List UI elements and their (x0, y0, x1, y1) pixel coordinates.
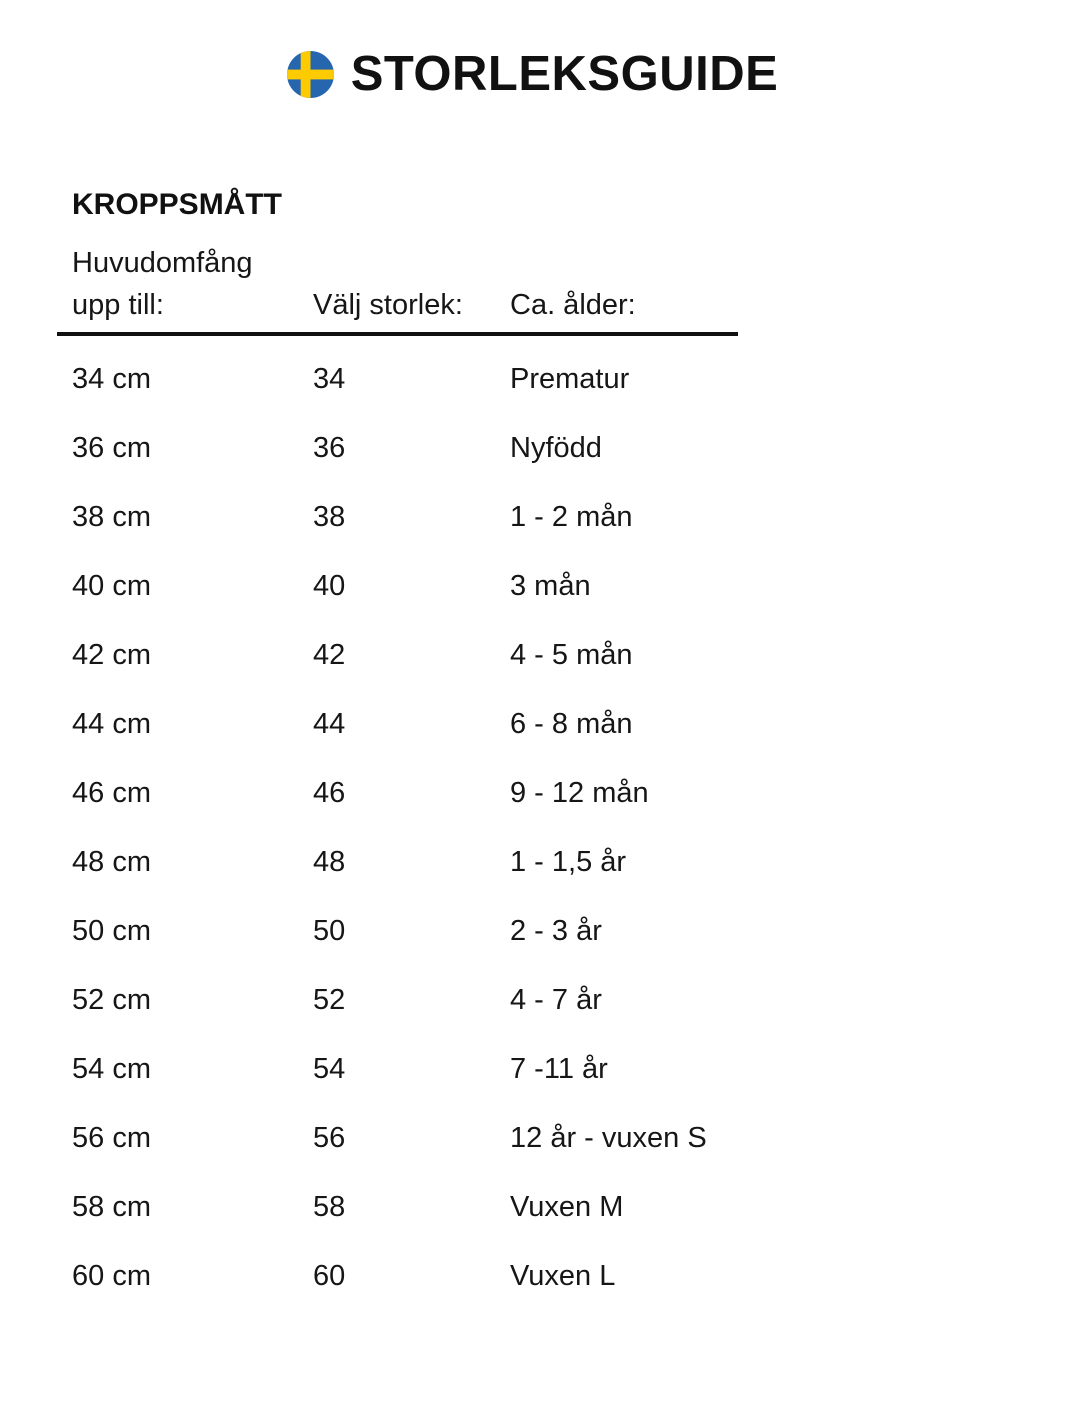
table-row (57, 966, 738, 1035)
table-row (57, 1173, 738, 1242)
cell-size: 46 (313, 777, 346, 809)
cell-circumference: 34 cm (72, 363, 151, 395)
section-title: KROPPSMÅTT (72, 188, 282, 221)
table-row (57, 1104, 738, 1173)
size-table-body (57, 336, 738, 1311)
cell-circumference: 54 cm (72, 1053, 151, 1085)
cell-size: 60 (313, 1260, 346, 1292)
size-table-header (57, 242, 738, 326)
header-cell-age: Ca. ålder: (510, 289, 636, 321)
cell-circumference: 56 cm (72, 1122, 151, 1154)
cell-size: 52 (313, 984, 346, 1016)
cell-circumference: 44 cm (72, 708, 151, 740)
swedish-flag-icon (287, 51, 334, 98)
cell-size: 42 (313, 639, 346, 671)
cell-age: Nyfödd (510, 432, 602, 464)
cell-age: 6 - 8 mån (510, 708, 633, 740)
cell-circumference: 48 cm (72, 846, 151, 878)
header-circumference-line2: upp till: (72, 289, 164, 321)
table-row (57, 1242, 738, 1311)
header-cell-size: Välj storlek: (313, 289, 463, 321)
cell-size: 50 (313, 915, 346, 947)
cell-age: 4 - 5 mån (510, 639, 633, 671)
cell-size: 56 (313, 1122, 346, 1154)
cell-circumference: 50 cm (72, 915, 151, 947)
cell-age: 4 - 7 år (510, 984, 602, 1016)
size-table (57, 242, 738, 1311)
cell-size: 40 (313, 570, 346, 602)
cell-size: 58 (313, 1191, 346, 1223)
table-row (57, 483, 738, 552)
table-row (57, 552, 738, 621)
header-circumference-line1: Huvudomfång (72, 247, 253, 279)
table-row (57, 1035, 738, 1104)
cell-age: 12 år - vuxen S (510, 1122, 707, 1154)
cell-circumference: 40 cm (72, 570, 151, 602)
cell-circumference: 38 cm (72, 501, 151, 533)
cell-circumference: 52 cm (72, 984, 151, 1016)
cell-circumference: 46 cm (72, 777, 151, 809)
cell-size: 54 (313, 1053, 346, 1085)
header-cell-circumference (72, 242, 313, 326)
cell-circumference: 42 cm (72, 639, 151, 671)
cell-size: 36 (313, 432, 346, 464)
table-row (57, 414, 738, 483)
cell-age: Vuxen L (510, 1260, 616, 1292)
header (0, 0, 1065, 104)
table-row (57, 345, 738, 414)
cell-age: 9 - 12 mån (510, 777, 649, 809)
table-row (57, 621, 738, 690)
cell-age: 3 mån (510, 570, 591, 602)
cell-circumference: 58 cm (72, 1191, 151, 1223)
cell-age: 1 - 2 mån (510, 501, 633, 533)
cell-circumference: 36 cm (72, 432, 151, 464)
cell-size: 34 (313, 363, 346, 395)
table-row (57, 897, 738, 966)
cell-age: 1 - 1,5 år (510, 846, 627, 878)
page-title: STORLEKSGUIDE (350, 46, 779, 101)
cell-age: Vuxen M (510, 1191, 624, 1223)
cell-age: 7 -11 år (510, 1053, 608, 1085)
table-row (57, 828, 738, 897)
cell-size: 48 (313, 846, 346, 878)
table-row (57, 759, 738, 828)
cell-size: 38 (313, 501, 346, 533)
cell-size: 44 (313, 708, 346, 740)
table-row (57, 690, 738, 759)
size-guide-content (57, 190, 738, 1311)
cell-circumference: 60 cm (72, 1260, 151, 1292)
cell-age: Prematur (510, 363, 630, 395)
cell-age: 2 - 3 år (510, 915, 602, 947)
